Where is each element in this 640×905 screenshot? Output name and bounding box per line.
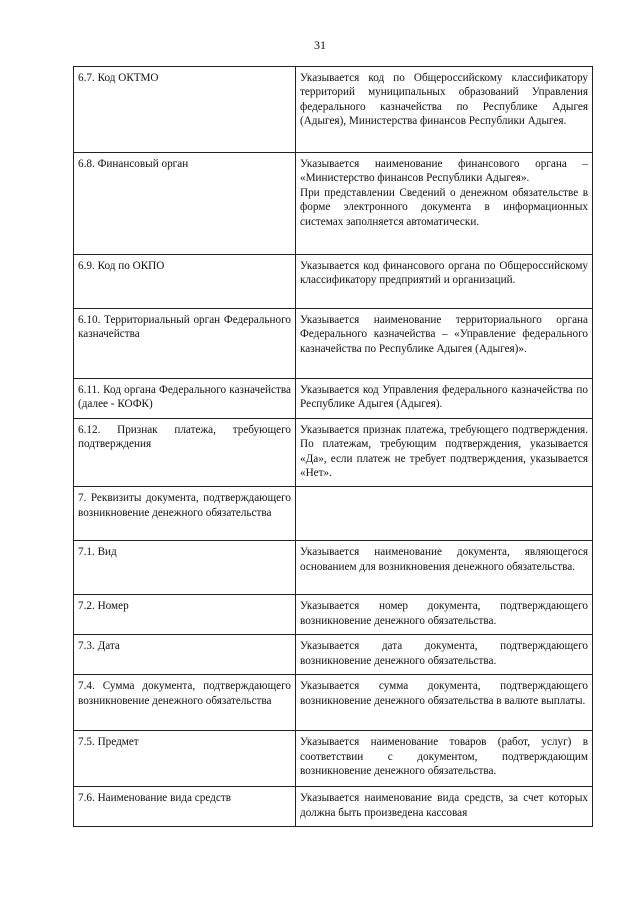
table-row — [74, 635, 593, 675]
field-cell: 6.8. Финансовый орган — [74, 153, 296, 255]
field-cell: 7.2. Номер — [74, 595, 296, 635]
description-cell: Указывается наименование территориального органа Федерального казначейства – «Управление федерального казначейства по Республике Адыгея (Адыгея)». — [296, 309, 593, 379]
description-cell: Указывается наименование документа, являющегося основанием для возникновения денежного обязательства. — [296, 541, 593, 595]
table-row — [74, 787, 593, 827]
description-cell: Указывается дата документа, подтверждающего возникновение денежного обязательства. — [296, 635, 593, 675]
description-cell: Указывается код Управления федерального казначейства по Республике Адыгея (Адыгея). — [296, 379, 593, 419]
table-row — [74, 731, 593, 787]
description-cell: Указывается код финансового органа по Общероссийскому классификатору предприятий и организаций. — [296, 255, 593, 309]
description-cell: Указывается наименование финансового органа – «Министерство финансов Республики Адыгея». При представлении Сведений о денежном обязательстве в форме электронного документа в информационных системах заполняется автоматически. — [296, 153, 593, 255]
table-row — [74, 675, 593, 731]
table-row — [74, 255, 593, 309]
field-cell: 7.3. Дата — [74, 635, 296, 675]
field-cell: 7.1. Вид — [74, 541, 296, 595]
table-row — [74, 418, 593, 487]
field-cell: 6.7. Код ОКТМО — [74, 67, 296, 153]
table-row — [74, 379, 593, 419]
field-cell: 7.4. Сумма документа, подтверждающего возникновение денежного обязательства — [74, 675, 296, 731]
description-cell: Указывается код по Общероссийскому классификатору территорий муниципальных образований Управления федерального казначейства по Республике Адыгея (Адыгея), Министерства финансов Республики Адыгея. — [296, 67, 593, 153]
table-row — [74, 67, 593, 153]
page-number: 31 — [314, 38, 326, 52]
table-row — [74, 595, 593, 635]
field-cell: 6.12. Признак платежа, требующего подтверждения — [74, 418, 296, 487]
description-cell — [296, 487, 593, 541]
field-cell: 7.6. Наименование вида средств — [74, 787, 296, 827]
field-cell: 6.10. Территориальный орган Федерального казначейства — [74, 309, 296, 379]
field-cell: 7. Реквизиты документа, подтверждающего возникновение денежного обязательства — [74, 487, 296, 541]
table-row — [74, 309, 593, 379]
table-row — [74, 541, 593, 595]
requisites-table — [73, 66, 593, 827]
table-row — [74, 153, 593, 255]
description-cell: Указывается признак платежа, требующего подтверждения. По платежам, требующим подтверждения, указывается «Да», если платеж не требует подтверждения, указывается «Нет». — [296, 418, 593, 487]
table-row — [74, 487, 593, 541]
description-cell: Указывается наименование товаров (работ, услуг) в соответствии с документом, подтверждающим возникновение денежного обязательства. — [296, 731, 593, 787]
description-cell: Указывается номер документа, подтверждающего возникновение денежного обязательства. — [296, 595, 593, 635]
field-cell: 6.9. Код по ОКПО — [74, 255, 296, 309]
description-cell: Указывается сумма документа, подтверждающего возникновение денежного обязательства в валюте выплаты. — [296, 675, 593, 731]
description-cell: Указывается наименование вида средств, за счет которых должна быть произведена кассовая — [296, 787, 593, 827]
field-cell: 7.5. Предмет — [74, 731, 296, 787]
field-cell: 6.11. Код органа Федерального казначейства (далее - КОФК) — [74, 379, 296, 419]
